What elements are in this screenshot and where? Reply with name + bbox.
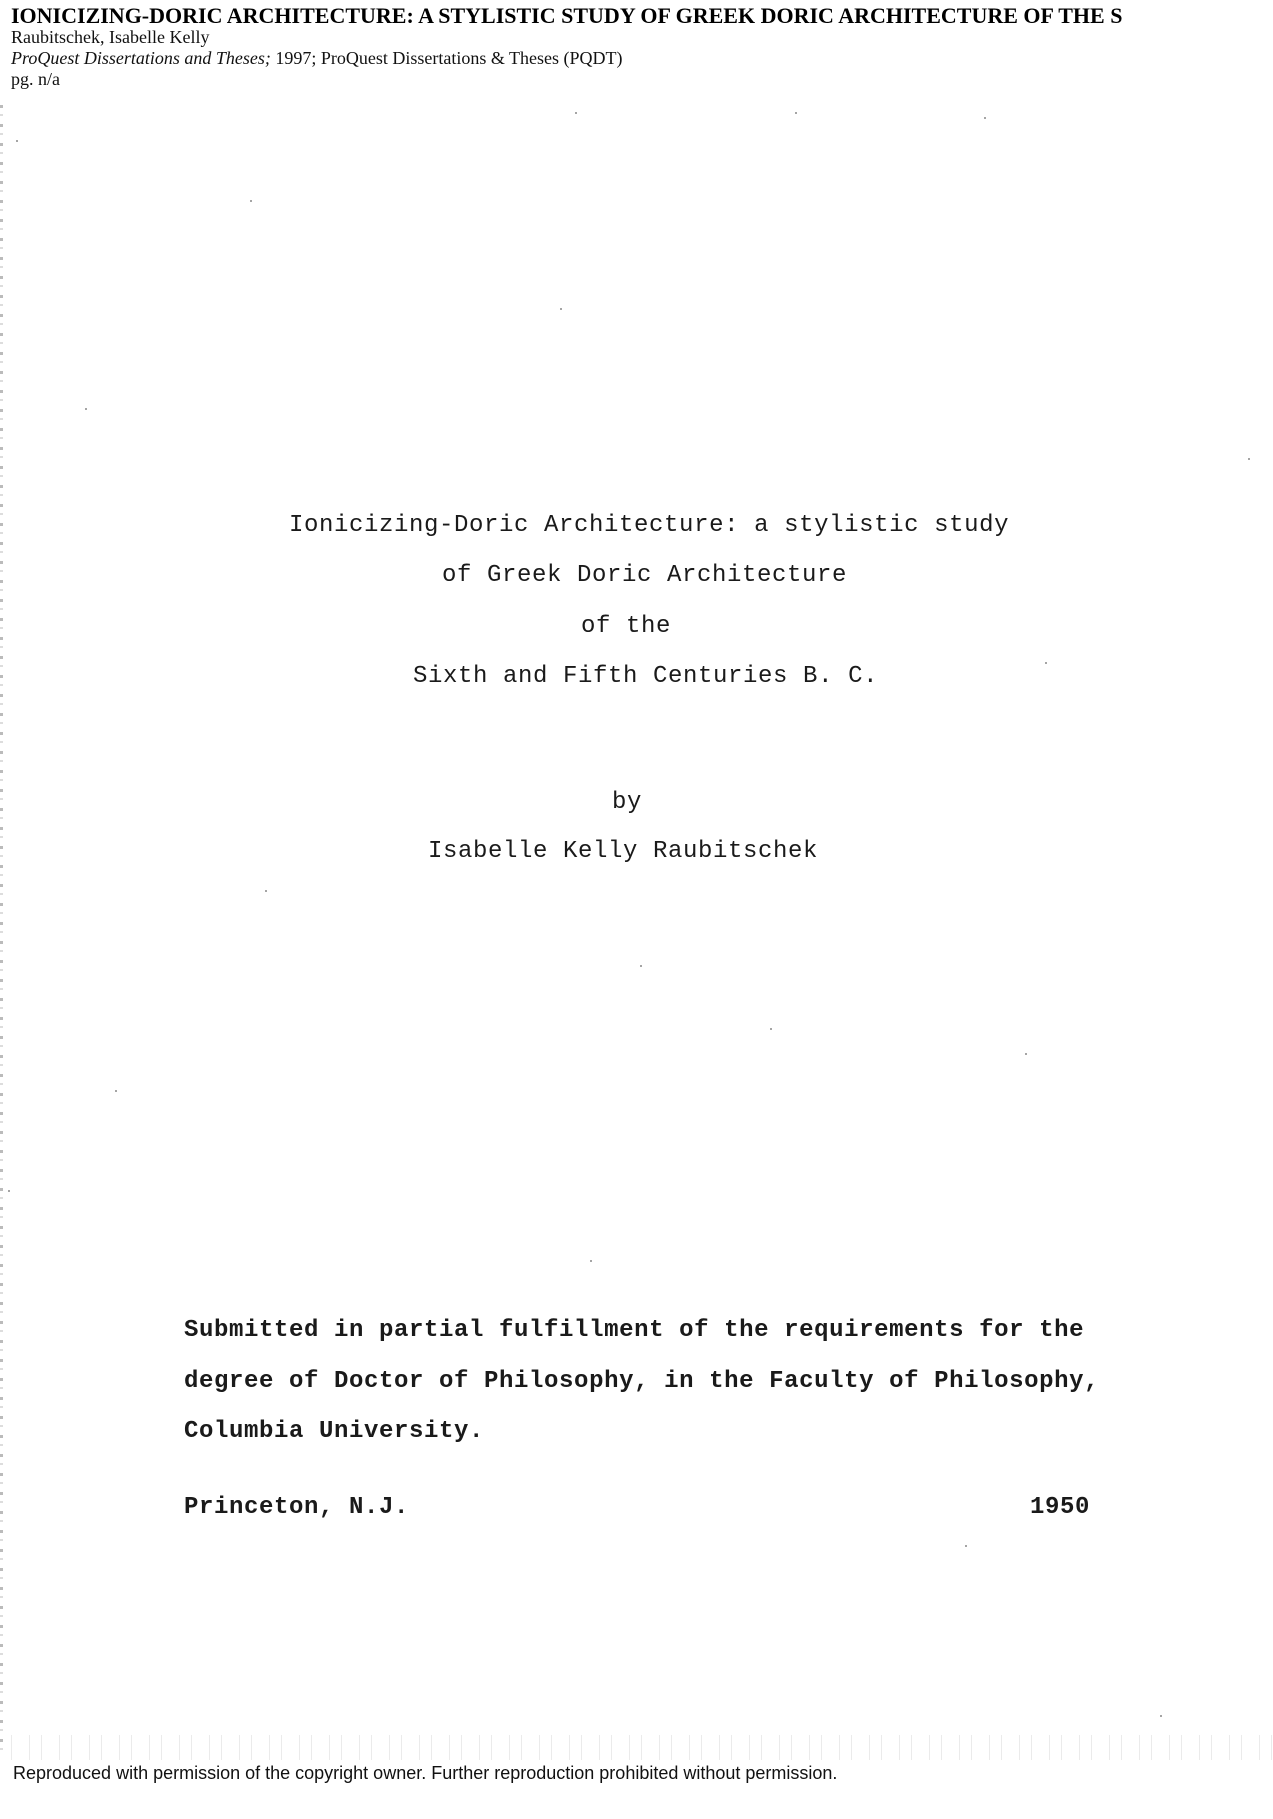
scan-speck — [85, 408, 87, 410]
thesis-title-line-2: of Greek Doric Architecture — [442, 562, 848, 589]
copyright-notice: Reproduced with permission of the copyright owner. Further reproduction prohibited without permission. — [13, 1763, 838, 1783]
by-line: by — [612, 789, 643, 816]
scan-speck — [640, 965, 642, 967]
submission-line-3: Columbia University. — [184, 1418, 485, 1445]
place: Princeton, N.J. — [184, 1494, 410, 1521]
thesis-title-line-1: Ionicizing-Doric Architecture: a stylistic study — [289, 512, 1010, 539]
citation-page: pg. n/a — [11, 69, 60, 89]
document-title: IONICIZING-DORIC ARCHITECTURE: A STYLISTIC STUDY OF GREEK DORIC ARCHITECTURE OF THE S — [11, 3, 1123, 28]
scan-speck — [984, 117, 986, 119]
citation-source — [11, 48, 623, 68]
scan-speck — [1160, 1715, 1162, 1717]
scan-speck — [1045, 662, 1047, 664]
scan-speck — [1025, 1053, 1027, 1055]
submission-line-2: degree of Doctor of Philosophy, in the Faculty of Philosophy, — [184, 1368, 1100, 1395]
scan-speck — [16, 140, 18, 142]
scan-speck — [590, 1260, 592, 1262]
scan-noise — [0, 1735, 1273, 1760]
source-details: 1997; ProQuest Dissertations & Theses (PQDT) — [270, 48, 623, 68]
source-publication: ProQuest Dissertations and Theses; — [11, 48, 271, 68]
scan-speck — [8, 1190, 10, 1192]
scan-speck — [115, 1090, 117, 1092]
scan-speck — [965, 1545, 967, 1547]
scan-speck — [770, 1028, 772, 1030]
scan-speck — [250, 200, 252, 202]
thesis-title-line-3: of the — [581, 613, 672, 640]
scan-speck — [575, 112, 577, 114]
thesis-author: Isabelle Kelly Raubitschek — [428, 838, 819, 865]
scan-edge-artifact — [0, 105, 3, 1755]
thesis-title-line-4: Sixth and Fifth Centuries B. C. — [413, 663, 879, 690]
scan-speck — [265, 890, 267, 892]
scan-speck — [1248, 458, 1250, 460]
year: 1950 — [1030, 1494, 1091, 1521]
submission-line-1: Submitted in partial fulfillment of the requirements for the — [184, 1317, 1085, 1344]
scan-speck — [795, 112, 797, 114]
citation-author: Raubitschek, Isabelle Kelly — [11, 27, 210, 47]
scan-speck — [560, 308, 562, 310]
